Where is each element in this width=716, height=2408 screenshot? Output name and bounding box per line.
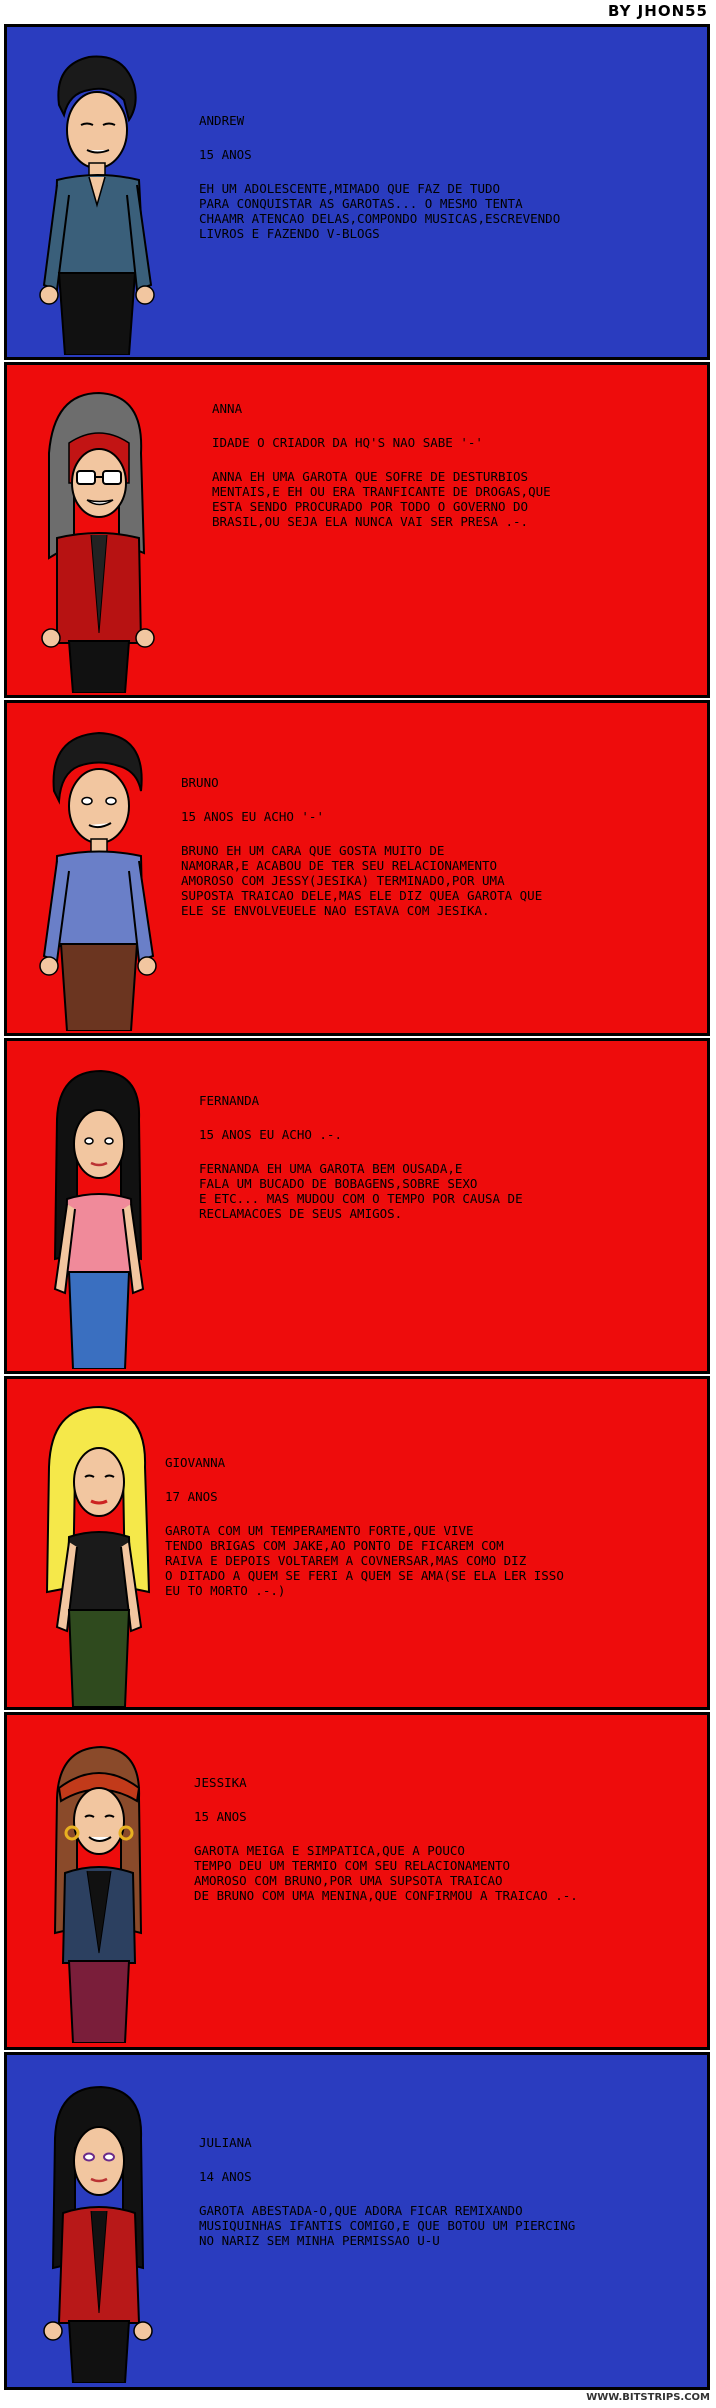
character-age: 17 ANOS xyxy=(165,1489,218,1504)
author-credit: BY JHON55 xyxy=(607,2,708,20)
anna-bio xyxy=(212,401,702,529)
jessika-character-illustration xyxy=(29,1733,159,2043)
panel-giovanna xyxy=(4,1376,710,1710)
character-name: GIOVANNA xyxy=(165,1455,226,1470)
jessika-bio xyxy=(194,1775,704,1903)
bruno-bio xyxy=(181,775,701,918)
character-name: JESSIKA xyxy=(194,1775,247,1790)
comic-header xyxy=(0,0,716,24)
comic-footer xyxy=(0,2390,716,2408)
character-name: JULIANA xyxy=(199,2135,252,2150)
character-name: FERNANDA xyxy=(199,1093,260,1108)
giovanna-character-illustration xyxy=(29,1397,159,1707)
panel-juliana xyxy=(4,2052,710,2390)
panel-fernanda xyxy=(4,1038,710,1374)
bitstrips-watermark[interactable]: WWW.BITSTRIPS.COM xyxy=(586,2392,710,2403)
character-description: EH UM ADOLESCENTE,MIMADO QUE FAZ DE TUDO PARA CONQUISTAR AS GAROTAS... O MESMO TENTA CHAAMR ATENCAO DELAS,COMPONDO MUSICAS,ESCREVENDO LIVROS E FAZENDO V-BLOGS xyxy=(199,181,561,241)
character-age: 15 ANOS EU ACHO .-. xyxy=(199,1127,342,1142)
panel-jessika xyxy=(4,1712,710,2050)
character-name: ANDREW xyxy=(199,113,245,128)
character-description: BRUNO EH UM CARA QUE GOSTA MUITO DE NAMORAR,E ACABOU DE TER SEU RELACIONAMENTO AMOROSO COM JESSY(JESIKA) TERMINADO,POR UMA SUPOSTA TRAICAO DELE,MAS ELE DIZ QUEA GAROTA QUE ELE SE ENVOLVEUELE NAO ESTAVA COM JESIKA. xyxy=(181,843,543,918)
character-name: BRUNO xyxy=(181,775,219,790)
character-description: GAROTA MEIGA E SIMPATICA,QUE A POUCO TEMPO DEU UM TERMIO COM SEU RELACIONAMENTO AMOROSO COM BRUNO,POR UMA SUPSOTA TRAICAO DE BRUNO COM UMA MENINA,QUE CONFIRMOU A TRAICAO .-. xyxy=(194,1843,578,1903)
panel-andrew xyxy=(4,24,710,360)
fernanda-character-illustration xyxy=(29,1059,159,1369)
character-name: ANNA xyxy=(212,401,243,416)
juliana-character-illustration xyxy=(29,2073,159,2383)
juliana-bio xyxy=(199,2135,704,2248)
anna-character-illustration xyxy=(29,383,159,693)
fernanda-bio xyxy=(199,1093,699,1221)
character-description: FERNANDA EH UMA GAROTA BEM OUSADA,E FALA UM BUCADO DE BOBAGENS,SOBRE SEXO E ETC... MAS MUDOU COM O TEMPO POR CAUSA DE RECLAMACOES DE SEUS AMIGOS. xyxy=(199,1161,523,1221)
character-age: 15 ANOS EU ACHO '-' xyxy=(181,809,324,824)
andrew-bio xyxy=(199,113,699,241)
character-description: ANNA EH UMA GAROTA QUE SOFRE DE DESTURBIOS MENTAIS,E EH OU ERA TRANFICANTE DE DROGAS,QUE ESTA SENDO PROCURADO POR TODO O GOVERNO DO BRASIL,OU SEJA ELA NUNCA VAI SER PRESA .-. xyxy=(212,469,551,529)
character-age: 15 ANOS xyxy=(194,1809,247,1824)
character-description: GAROTA ABESTADA-O,QUE ADORA FICAR REMIXANDO MUSIQUINHAS IFANTIS COMIGO,E QUE BOTOU UM PIERCING NO NARIZ SEM MINHA PERMISSAO U-U xyxy=(199,2203,576,2248)
giovanna-bio xyxy=(165,1455,705,1598)
andrew-character-illustration xyxy=(29,45,159,355)
character-description: GAROTA COM UM TEMPERAMENTO FORTE,QUE VIVE TENDO BRIGAS COM JAKE,AO PONTO DE FICAREM COM RAIVA E DEPOIS VOLTAREM A COVNERSAR,MAS COMO DIZ O DITADO A QUEM SE FERI A QUEM SE AMA(SE ELA LER ISSO EU TO MORTO .-.) xyxy=(165,1523,564,1598)
panel-bruno xyxy=(4,700,710,1036)
character-age: 15 ANOS xyxy=(199,147,252,162)
character-age: IDADE O CRIADOR DA HQ'S NAO SABE '-' xyxy=(212,435,483,450)
character-age: 14 ANOS xyxy=(199,2169,252,2184)
bruno-character-illustration xyxy=(29,721,159,1031)
panel-anna xyxy=(4,362,710,698)
